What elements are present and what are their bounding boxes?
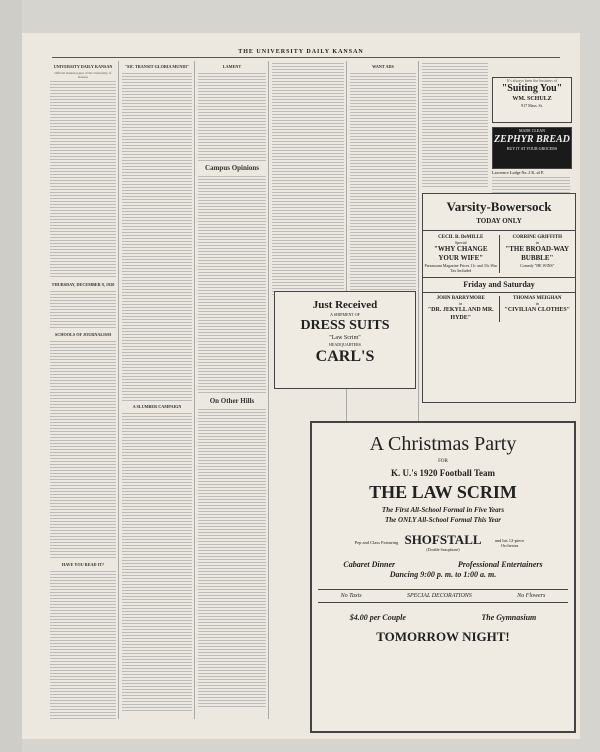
article-body [272, 61, 344, 297]
band-name: SHOFSTALL [404, 532, 482, 547]
column-want-ads [350, 61, 416, 301]
read-it-headline: HAVE YOU READ IT? [61, 562, 105, 568]
staff-listing [50, 79, 116, 279]
today-only: TODAY ONLY [476, 217, 522, 225]
article-body [50, 289, 116, 329]
column-editorial [50, 61, 116, 733]
zephyr-title: ZEPHYR BREAD [494, 134, 570, 145]
paper-title: UNIVERSITY DAILY KANSAN [53, 64, 113, 69]
lodge-line: Lawrence Lodge No. 2 K. of P. [492, 171, 544, 175]
in-label: in [535, 301, 539, 306]
suiting-line: It's always been the business of [506, 78, 558, 83]
article-body [122, 71, 192, 401]
article-body [50, 339, 116, 559]
orchestra-line [312, 533, 574, 552]
suiting-name: WM. SCHULZ [512, 96, 552, 102]
classified-listings [422, 61, 488, 187]
weekend-features [423, 293, 575, 322]
masthead: THE UNIVERSITY DAILY KANSAN [238, 49, 364, 55]
tomorrow-night: TOMORROW NIGHT! [376, 629, 510, 644]
suiting-ad [492, 77, 572, 123]
newspaper-page [22, 33, 580, 739]
tagline-2: The ONLY All-School Formal This Year [385, 516, 501, 524]
other-hills-headline: On Other Hills [209, 397, 255, 405]
venue: The Gymnasium [481, 613, 537, 622]
zephyr-ad [492, 127, 572, 169]
special-decorations: SPECIAL DECORATIONS [406, 593, 472, 599]
film-title: "CIVILIAN CLOTHES" [504, 307, 570, 313]
orchestra-label: and his 12-piece Orchestra [494, 537, 525, 548]
film-title: "THE BROAD-WAY BUBBLE" [505, 245, 570, 262]
article-body [198, 407, 266, 707]
special-label: Special [454, 240, 467, 245]
article-body [122, 411, 192, 711]
campus-opinions-headline: Campus Opinions [205, 164, 259, 172]
column-2 [122, 61, 192, 733]
want-ads-headline: WANT ADS [372, 64, 394, 69]
slumber-headline: A SLUMBER CAMPAIGN [132, 404, 182, 409]
lament-headline: LAMENT [222, 64, 242, 69]
carls-ad [274, 291, 416, 389]
varsity-bowersock-ad [422, 193, 576, 403]
pep-label: Pep and Class Featuring [354, 540, 399, 545]
masthead-rule [52, 57, 560, 58]
entertainers: Professional Entertainers [457, 560, 543, 569]
film-title: "WHY CHANGE YOUR WIFE" [433, 245, 488, 262]
in-label: in [535, 240, 539, 245]
dress-suits: DRESS SUITS [300, 318, 390, 333]
just-received: Just Received [312, 299, 378, 311]
transit-headline: "SIC TRANSIT GLORIA MUNDI" [124, 64, 190, 69]
tagline-1: The First All-School Formal in Five Years [381, 506, 505, 514]
actor-name: JOHN BARRYMORE [436, 296, 485, 301]
article-body [198, 174, 266, 394]
comedy: Comedy "HE WINS" [520, 263, 555, 268]
film-title: "DR. JEKYLL AND MR. HYDE" [427, 307, 494, 321]
column-4 [272, 61, 344, 301]
carls-name: CARL'S [315, 348, 375, 365]
column-divider [118, 61, 119, 719]
classified-listings [350, 71, 416, 299]
for-label: FOR [438, 459, 448, 464]
zephyr-bottom: BUY IT AT YOUR GROCERS [506, 146, 558, 151]
poem-body [198, 71, 266, 161]
event-name: THE LAW SCRIM [369, 482, 517, 502]
actor-name: THOMAS MEIGHAN [513, 296, 562, 301]
column-divider [268, 61, 269, 719]
no-taxis: No Taxis [340, 593, 362, 599]
dancing-hours: Dancing 9:00 p. m. to 1:00 a. m. [389, 570, 497, 579]
band-sub: (Double Saxophone) [426, 547, 460, 552]
shipment-of: A SHIPMENT OF [330, 312, 360, 317]
column-divider [194, 61, 195, 719]
column-small-ads [422, 61, 488, 191]
zephyr-top: MADE CLEAN [518, 128, 546, 133]
price-line [312, 613, 574, 622]
suiting-address: 917 Mass. St. [521, 103, 543, 108]
director-name: CECIL B. DeMILLE [438, 235, 484, 240]
christmas-party-ad [310, 421, 576, 733]
party-title: A Christmas Party [369, 433, 517, 455]
article-body [50, 569, 116, 719]
schools-headline: SCHOOLS OF JOURNALISM [54, 332, 112, 338]
price: $4.00 per Couple [349, 613, 406, 622]
binding-edge [0, 0, 22, 752]
team-line: K. U.'s 1920 Football Team [390, 468, 495, 478]
today-features [423, 230, 575, 273]
dinner-line [312, 560, 574, 569]
paper-subtitle: Official student paper of the University of Kansas [54, 71, 112, 80]
column-3 [198, 61, 266, 733]
issue-date: THURSDAY, DECEMBER 9, 1920 [51, 282, 115, 288]
cabaret-dinner: Cabaret Dinner [343, 560, 396, 569]
law-scrim: "Law Scrim" [329, 335, 361, 341]
no-flowers: No Flowers [517, 593, 546, 599]
headquarters: HEADQUARTERS [329, 342, 361, 347]
weekend-heading: Friday and Saturday [423, 277, 575, 293]
prices: Paramount Magazine Prices 11c and 33c War Tax Included [424, 263, 498, 273]
theater-name: Varsity-Bowersock [446, 199, 552, 214]
suiting-title: "Suiting You" [501, 83, 563, 94]
in-label: in [459, 301, 463, 306]
actress-name: CORRINE GRIFFITH [512, 235, 563, 240]
notice-bar [318, 589, 568, 603]
